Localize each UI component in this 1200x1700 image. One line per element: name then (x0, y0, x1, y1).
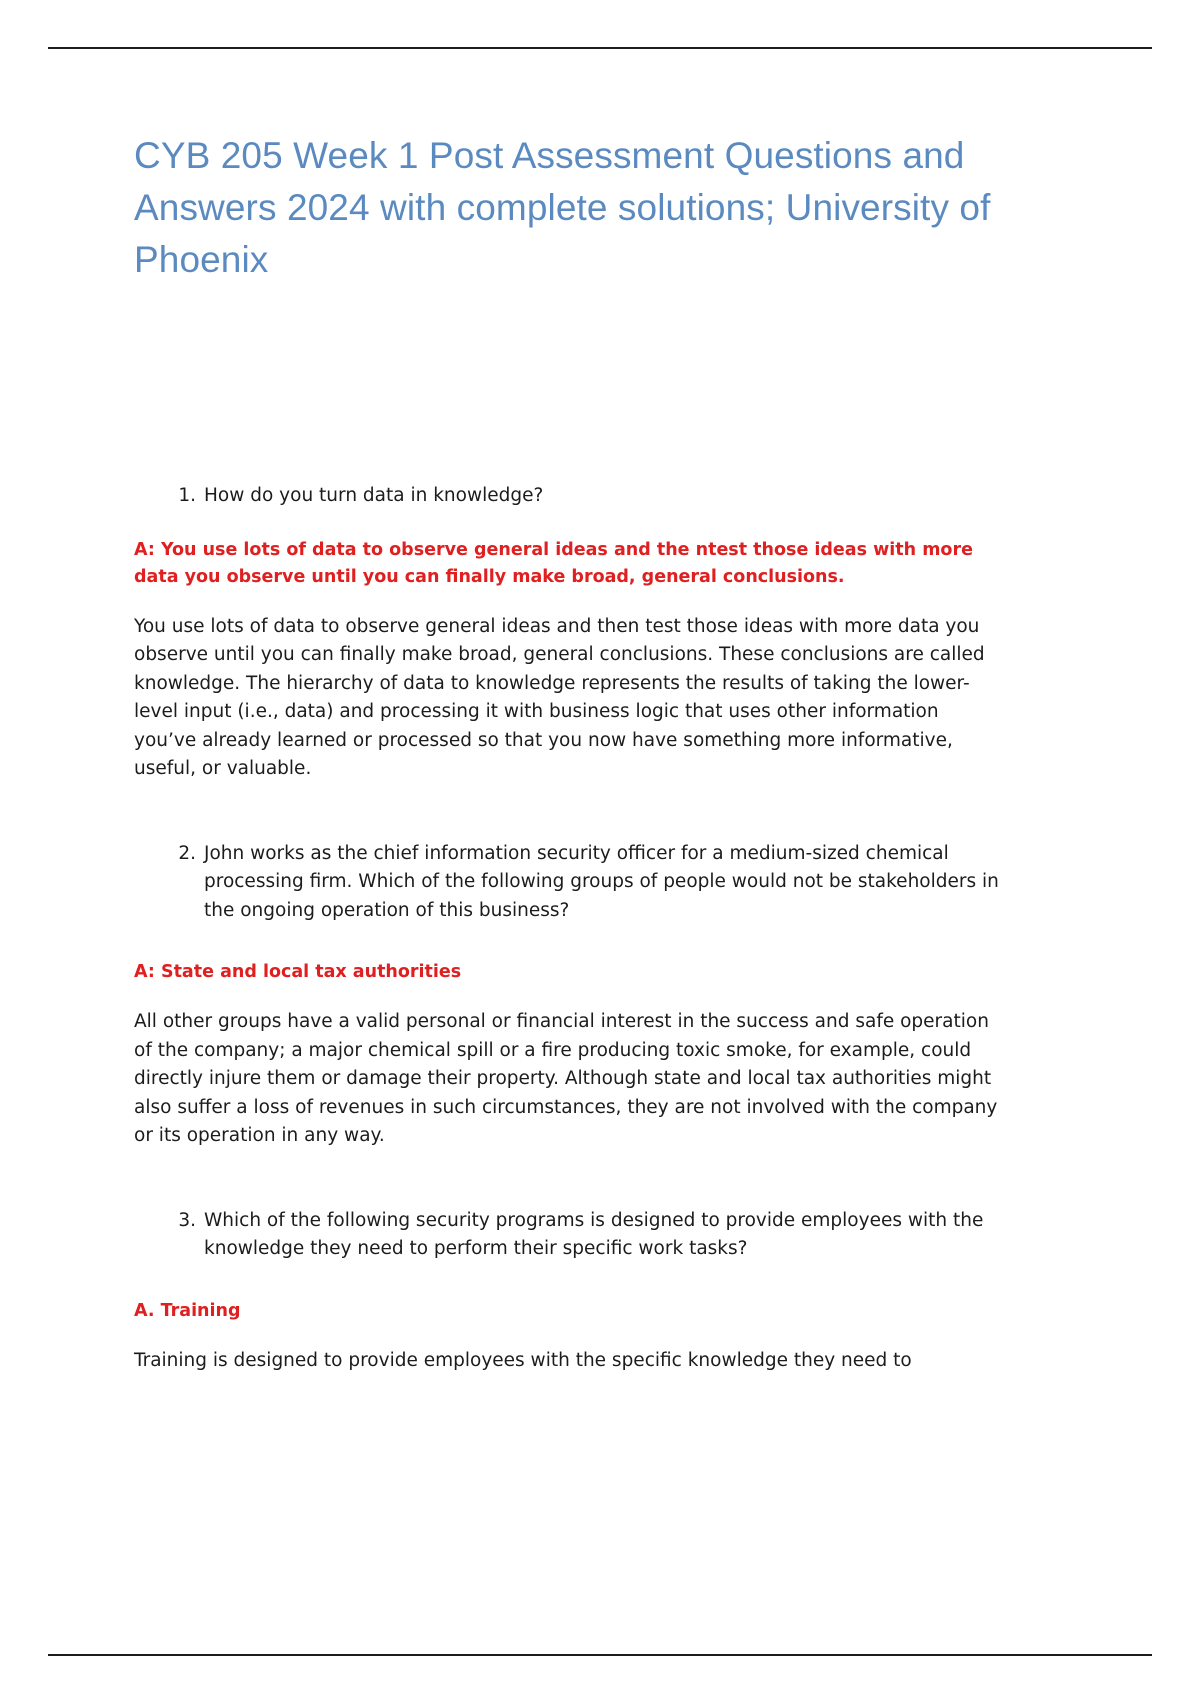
question-number: 1. (178, 485, 196, 506)
spacer (134, 591, 1006, 613)
question-list-1 (134, 482, 1006, 511)
question-number: 3. (178, 1209, 196, 1231)
explanation-text: You use lots of data to observe general ideas and then test those ideas with more data you observe until you can finally make broad, general conclusions. These conclusions are called knowledge. The hierarchy of data to knowledge represents the results of taking the lower-level input (i.e., data) and processing it with business logic that uses other information you’ve already learned or processed so that you now have something more informative, useful, or valuable. (134, 615, 985, 779)
question-list-3 (134, 1207, 1006, 1264)
answer-text: A: You use lots of data to observe general ideas and the ntest those ideas with more data you observe until you can finally make broad, general conclusions. (134, 539, 973, 587)
question-list-2 (134, 840, 1006, 926)
spacer (134, 925, 1006, 959)
explanation-text: All other groups have a valid personal or financial interest in the success and safe operation of the company; a major chemical spill or a fire producing toxic smoke, for example, could directly injure them or damage their property. Although state and local tax authorities might also suffer a loss of revenues in such circumstances, they are not involved with the company or its operation in any way. (134, 1011, 998, 1146)
page-top-rule (48, 47, 1152, 49)
spacer (134, 986, 1006, 1008)
spacer (134, 784, 1006, 840)
answer-text: A. Training (134, 1300, 241, 1321)
list-item (178, 1207, 1006, 1264)
qa-block-2 (134, 840, 1006, 1151)
page-bottom-rule (48, 1654, 1152, 1656)
qa-block-1 (134, 482, 1006, 784)
answer-text: A: State and local tax authorities (134, 962, 462, 982)
title-spacer (134, 286, 1006, 482)
qa-block-3 (134, 1207, 1006, 1376)
explanation-text: Training is designed to provide employees with the specific knowledge they need to (134, 1349, 912, 1371)
question-text: How do you turn data in knowledge? (204, 485, 544, 506)
spacer (134, 1151, 1006, 1207)
question-text: Which of the following security programs is designed to provide employees with the knowledge they need to perform their specific work tasks? (204, 1209, 984, 1259)
list-item (178, 482, 1006, 511)
spacer (134, 1264, 1006, 1298)
page-title: CYB 205 Week 1 Post Assessment Questions and Answers 2024 with complete solutions; University of Phoenix (134, 135, 991, 280)
spacer (134, 1325, 1006, 1347)
question-text: John works as the chief information security officer for a medium-sized chemical processing firm. Which of the following groups of people would not be stakeholders in the ongoing operation of this business? (204, 842, 999, 921)
list-item (178, 840, 1006, 926)
question-number: 2. (178, 842, 196, 864)
document-content (134, 130, 1006, 1375)
spacer (134, 511, 1006, 537)
